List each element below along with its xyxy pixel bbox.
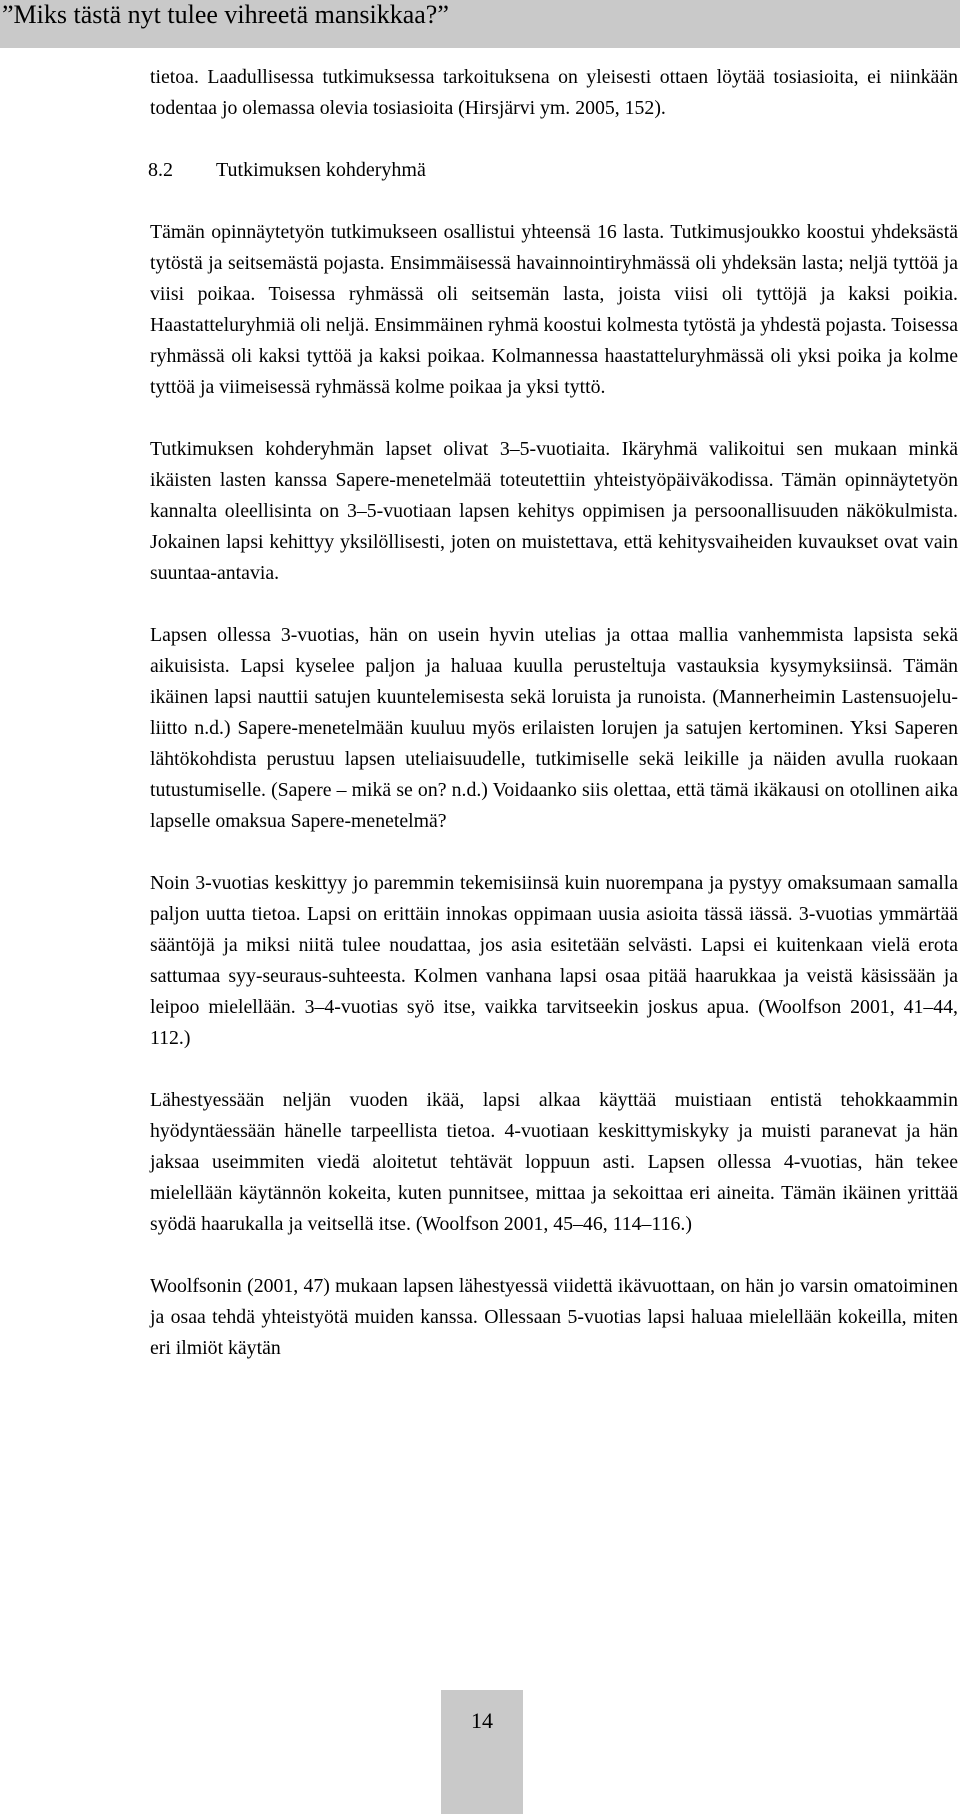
paragraph-target-group: Tämän opinnäytetyön tutkimukseen osallistui yhteensä 16 lasta. Tutkimusjoukko koostui yhdeksästä tytöstä ja seitsemästä pojasta. Ensimmäisessä havainnointiryhmässä oli yhdeksän lasta; neljä tyttöä ja viisi poikaa. Toisessa ryhmässä oli seitsemän lasta, joista viisi oli tyttöjä ja kaksi poikia. Haastatteluryhmiä oli neljä. Ensimmäinen ryhmä koostui kolmesta tytöstä ja yhdestä pojasta. Toisessa ryhmässä oli kaksi tyttöä ja kaksi poikaa. Kolmannessa haastatteluryhmässä oli yksi poika ja kolme tyttöä ja viimeisessä ryhmässä kolme poikaa ja yksi tyttö.	[150, 221, 958, 398]
paragraph-age-range: Tutkimuksen kohderyhmän lapset olivat 3–5-vuotiaita. Ikäryhmä valikoitui sen mukaan minkä ikäisten lasten kanssa Sapere-menetelmää toteutettiin yhteistyöpäiväkodissa. Tämän opinnäytetyön kannalta oleellisinta on 3–5-vuotiaan lapsen kehitys oppimisen ja persoonallisuuden näkökulmista. Jokainen lapsi kehittyy yksilöllisesti, joten on muistettava, että kehitysvaiheiden kuvaukset ovat vain suuntaa-antavia.	[150, 438, 958, 584]
section-heading	[148, 155, 956, 186]
paragraph-three-year-old: Lapsen ollessa 3-vuotias, hän on usein hyvin utelias ja ottaa mallia vanhemmista lapsista sekä aikuisista. Lapsi kyselee paljon ja haluaa kuulla perusteltuja vastauksia kysymyksiinsä. Tämän ikäinen lapsi nauttii satujen kuuntelemisesta sekä loruista ja runoista. (Mannerheimin Lastensuojeluliitto n.d.) Sapere-menetelmään kuuluu myös erilaisten lorujen ja satujen kertominen. Yksi Saperen lähtökohdista perustuu lapsen uteliaisuudelle, tutkimiselle sekä leikille ja näiden avulla ruokaan tutustumiselle. (Sapere – mikä se on? n.d.) Voidaanko siis olettaa, että tämä ikäkausi on otollinen aika lapselle omaksua Sapere-menetelmä?	[150, 624, 958, 832]
paragraph-continuation: tietoa. Laadullisessa tutkimuksessa tarkoituksena on yleisesti ottaen löytää tosiasioita, ei niinkään todentaa jo olemassa olevia tosiasioita (Hirsjärvi ym. 2005, 152).	[150, 66, 958, 119]
page-body	[150, 62, 958, 1364]
paragraph-three-year-old-skills: Noin 3-vuotias keskittyy jo paremmin tekemisiinsä kuin nuorempana ja pystyy omaksumaan samalla paljon uutta tietoa. Lapsi on erittäin innokas oppimaan uusia asioita tässä iässä. 3-vuotias ymmärtää sääntöjä ja miksi niitä tulee noudattaa, jos asia esitetään selvästi. Lapsi ei kuitenkaan vielä erota sattumaa syy-seuraus-suhteesta. Kolmen vanhana lapsi osaa pitää haarukkaa ja veistä käsissään ja leipoo mielellään. 3–4-vuotias syö itse, vaikka tarvitseekin joskus apua. (Woolfson 2001, 41–44, 112.)	[150, 872, 958, 1049]
spacer	[150, 1240, 958, 1271]
section-number: 8.2	[148, 159, 173, 181]
spacer	[150, 1054, 958, 1085]
section-title: Tutkimuksen kohderyhmä	[216, 159, 426, 181]
spacer	[150, 589, 958, 620]
spacer	[150, 186, 958, 217]
page-number: 14	[471, 1708, 493, 1733]
document-title: ”Miks tästä nyt tulee vihreetä mansikkaa?”	[2, 0, 449, 29]
paragraph-four-year-old: Lähestyessään neljän vuoden ikää, lapsi alkaa käyttää muistiaan entistä tehokkaammin hyödyntäessään hänelle tarpeellista tietoa. 4-vuotiaan keskittymiskyky ja muisti paranevat ja hän jaksaa useimmiten viedä aloitetut tehtävät loppuun asti. Lapsen ollessa 4-vuotias, hän tekee mielellään käytännön kokeita, kuten punnitsee, mittaa ja sekoittaa eri aineita. Tämän ikäinen yrittää syödä haarukalla ja veitsellä itse. (Woolfson 2001, 45–46, 114–116.)	[150, 1089, 958, 1235]
spacer	[150, 403, 958, 434]
paragraph-five-year-old: Woolfsonin (2001, 47) mukaan lapsen lähestyessä viidettä ikävuottaan, on hän jo varsin omatoiminen ja osaa tehdä yhteistyötä muiden kanssa. Ollessaan 5-vuotias lapsi haluaa mielellään kokeilla, miten eri ilmiöt käytän	[150, 1275, 958, 1359]
running-header	[0, 0, 960, 48]
spacer	[150, 837, 958, 868]
spacer	[150, 124, 958, 155]
page-number-box	[441, 1690, 523, 1814]
